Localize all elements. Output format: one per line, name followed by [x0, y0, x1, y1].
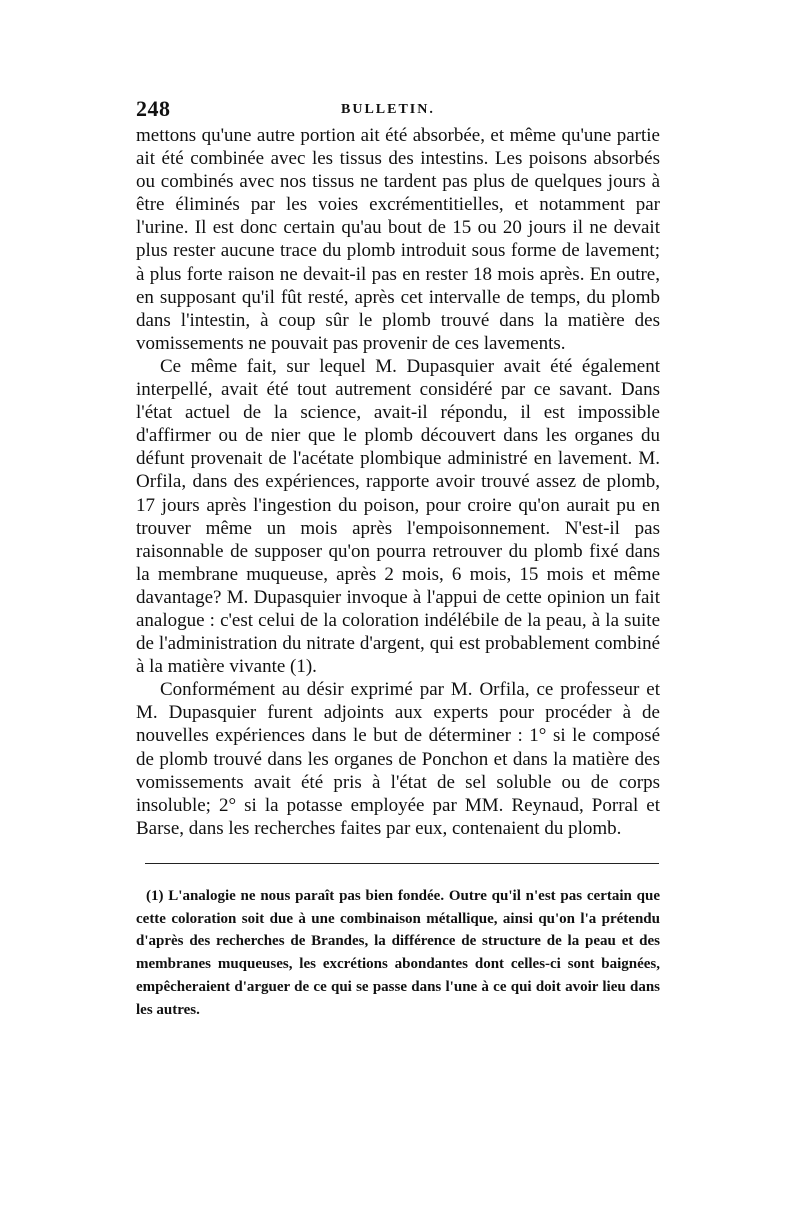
paragraph-dupasquier-opinion: Ce même fait, sur lequel M. Dupasquier avait été également interpellé, avait été tout autrement considéré par ce savant. Dans l'état actuel de la science, avait-il répondu, il est impossible d'affirmer ou de nier que le plomb découvert dans les organes du défunt provenait de l'acétate plombique administré en lavement. M. Orfila, dans des expériences, rapporte avoir trouvé assez de plomb, 17 jours après l'ingestion du poison, pour croire qu'on aurait pu en trouver même un mois après l'empoisonnement. N'est-il pas raisonnable de supposer qu'on pourra retrouver du plomb fixé dans la membrane muqueuse, après 2 mois, 6 mois, 15 mois et même davantage? M. Dupasquier invoque à l'appui de cette opinion un fait analogue : c'est celui de la coloration indélébile de la peau, à la suite de l'administration du nitrate d'argent, qui est probablement combiné à la matière vivante (1). [136, 355, 660, 678]
running-title: BULLETIN. [341, 102, 435, 117]
page-header [136, 96, 660, 124]
page-number: 248 [136, 96, 171, 121]
paragraph-continued: mettons qu'une autre portion ait été absorbée, et même qu'une partie ait été combinée avec les tissus des intestins. Les poisons absorbés ou combinés avec nos tissus ne tardent pas plus de quelques jours à être éliminés par les voies excrémentitielles, et notamment par l'urine. Il est donc certain qu'au bout de 15 ou 20 jours il ne devait plus rester aucune trace du plomb introduit sous forme de lavement; à plus forte raison ne devait-il pas en rester 18 mois après. En outre, en supposant qu'il fût resté, après cet intervalle de temps, du plomb dans l'intestin, à coup sûr le plomb trouvé dans la matière des vomissements ne pouvait pas provenir de ces lavements. [136, 125, 660, 354]
footnote-text: (1) L'analogie ne nous paraît pas bien fondée. Outre qu'il n'est pas certain que cette coloration soit due à une combinaison métallique, ainsi qu'on l'a prétendu d'après des recherches de Brandes, la différence de structure de la peau et des membranes muqueuses, les excrétions abondantes dont celles-ci sont baignées, empêcheraient d'arguer de ce qui se passe dans l'une à ce qui doit avoir lieu dans les autres. [136, 888, 660, 1018]
footnote-divider [145, 863, 659, 864]
footnote [136, 885, 660, 1021]
body-text [136, 124, 660, 840]
paragraph-new-experiments: Conformément au désir exprimé par M. Orfila, ce professeur et M. Dupasquier furent adjoints aux experts pour procéder à de nouvelles expériences dans le but de déterminer : 1° si le composé de plomb trouvé dans les organes de Ponchon et dans la matière des vomissements avait été pris à l'état de sel soluble ou de corps insoluble; 2° si la potasse employée par MM. Reynaud, Porral et Barse, dans les recherches faites par eux, contenaient du plomb. [136, 679, 660, 839]
